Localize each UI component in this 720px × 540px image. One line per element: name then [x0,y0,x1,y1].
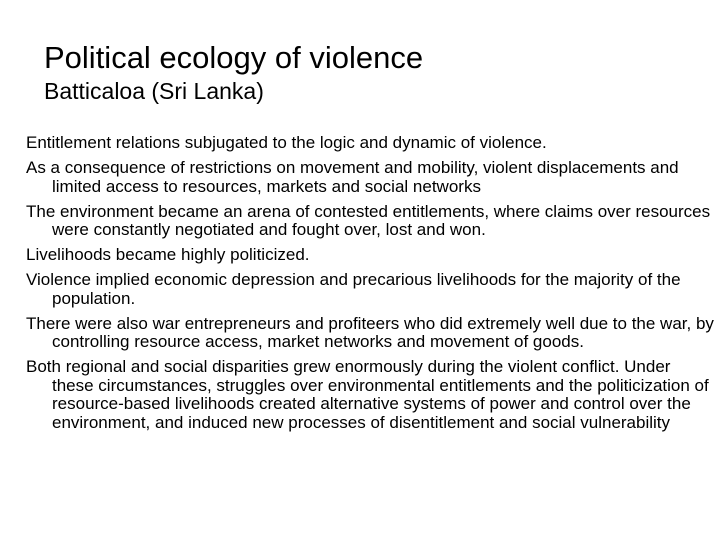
body-paragraph: There were also war entrepreneurs and profiteers who did extremely well due to the war, by controlling resource access, market networks and movement of goods. [26,313,714,351]
body-paragraph: Livelihoods became highly politicized. [26,245,310,264]
body-paragraph: Entitlement relations subjugated to the logic and dynamic of violence. [26,133,547,152]
slide-subtitle: Batticaloa (Sri Lanka) [44,78,264,104]
slide-body [26,134,716,439]
body-paragraph: The environment became an arena of contested entitlements, where claims over resources were constantly negotiated and fought over, lost and won. [26,201,711,239]
slide-title: Political ecology of violence [44,40,424,75]
body-paragraph: As a consequence of restrictions on movement and mobility, violent displacements and limited access to resources, markets and social networks [26,158,679,196]
title-block [44,40,684,105]
body-paragraph: Violence implied economic depression and precarious livelihoods for the majority of the population. [26,270,681,308]
body-paragraph: Both regional and social disparities grew enormously during the violent conflict. Under these circumstances, struggles over environmental entitlements and the politicization of resource-based livelihoods created alternative systems of power and control over the environment, and induced new processes of disentitlement and social vulnerability [26,357,709,432]
